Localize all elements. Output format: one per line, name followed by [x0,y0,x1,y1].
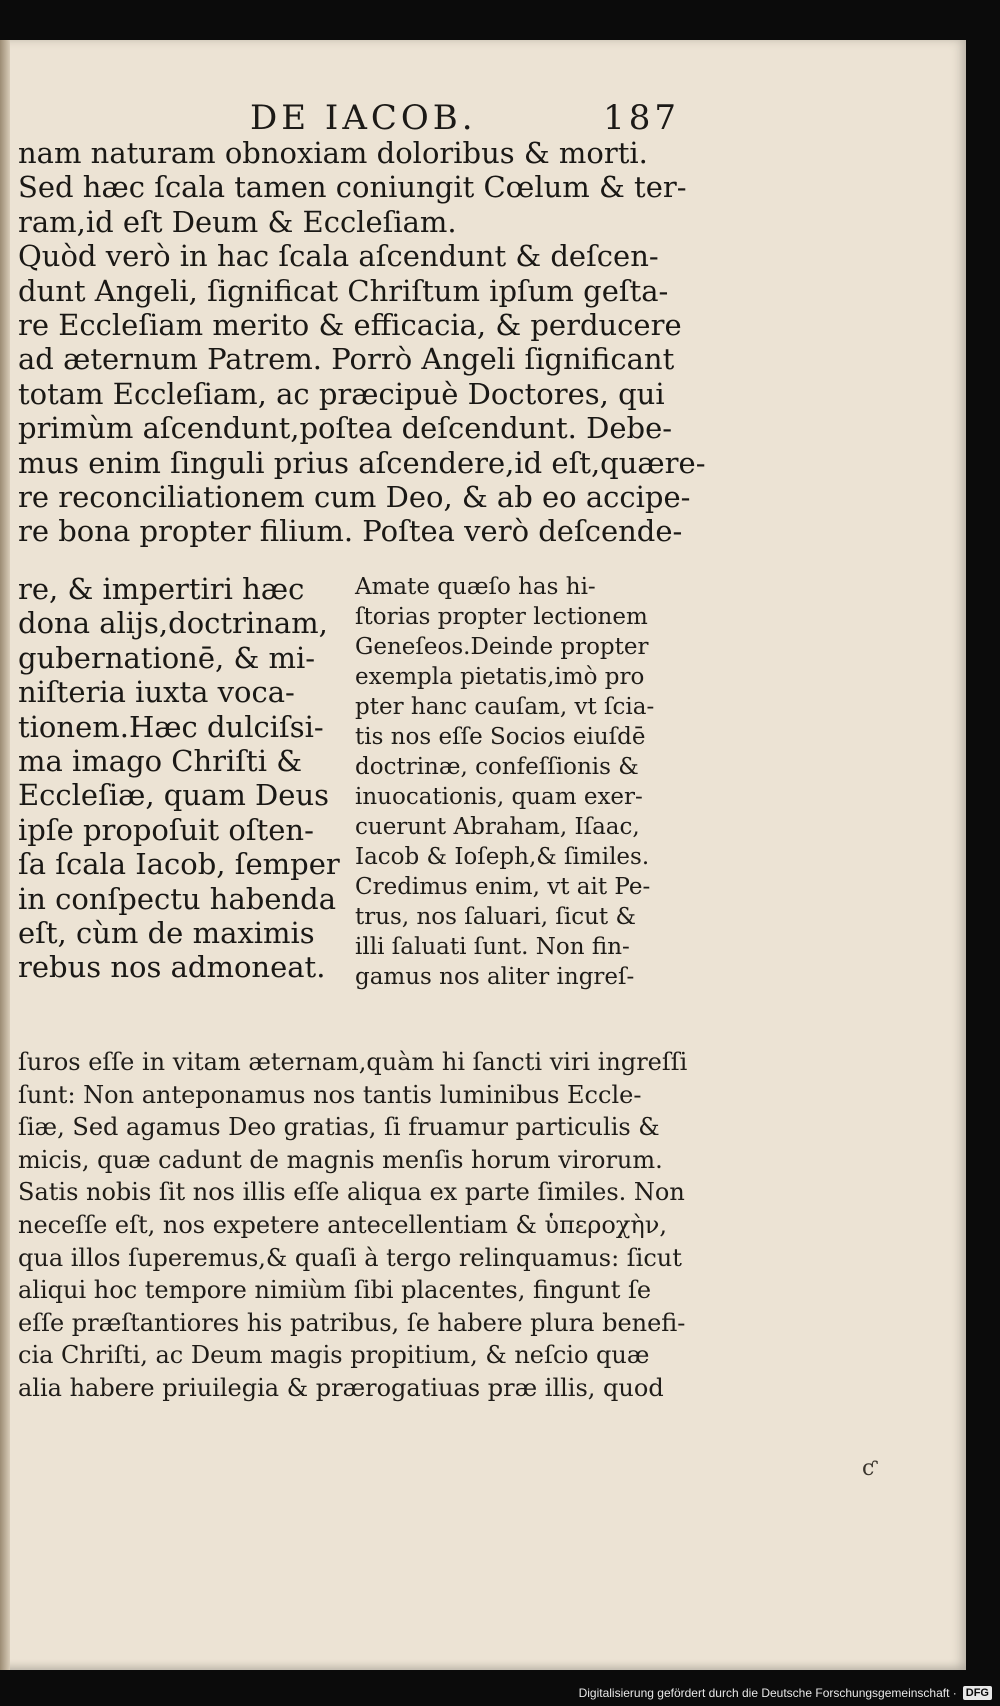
text-line: eſſe præſtantiores his patribus, ſe habere plura benefi- [18,1308,686,1337]
text-line: Quòd verò in hac ſcala aſcendunt & deſcen- [18,239,659,274]
page-number: 187 [603,98,680,138]
text-line: re bona propter filium. Poſtea verò deſcende- [18,514,683,549]
footer-credit: Digitalisierung gefördert durch die Deutsche Forschungsgemeinschaft · [578,1686,957,1700]
text-line: neceſſe eſt, nos expetere antecellentiam & ὑπεροχὴν, [18,1210,667,1239]
text-line: dona alijs,doctrinam, [18,606,328,641]
text-line: niſteria iuxta voca- [18,675,295,710]
text-line: qua illos ſuperemus,& quaſi à tergo relinquamus: ſicut [18,1243,682,1272]
text-line: tis nos eſſe Socios eiuſdē [355,724,646,750]
text-line: alia habere priuilegia & prærogatiuas præ illis, quod [18,1373,664,1402]
text-line: dunt Angeli, ſignificat Chriſtum ipſum geſta- [18,273,669,308]
text-column-left [18,572,340,985]
text-line: totam Eccleſiam, ac præcipuè Doctores, qui [18,376,665,411]
text-line: Iacob & Ioſeph,& ſimiles. [355,844,650,870]
text-line: Eccleſiæ, quam Deus [18,778,330,813]
text-line: ipſe propoſuit oſten- [18,812,314,847]
text-line: ſa ſcala Iacob, ſemper [18,847,340,882]
text-line: nam naturam obnoxiam doloribus & morti. [18,136,648,170]
text-line: eſt, cùm de maximis [18,916,315,951]
text-line: Satis nobis ſit nos illis eſſe aliqua ex parte ſimiles. Non [18,1178,685,1207]
digitization-footer [0,1680,1000,1706]
text-line: Credimus enim, vt ait Pe- [355,874,651,900]
text-line: in conſpectu habenda [18,881,337,916]
text-block-bottom [18,1046,688,1405]
text-line: exempla pietatis,imò pro [355,664,645,690]
text-line: inuocationis, quam exer- [355,784,643,810]
text-line: cuerunt Abraham, Iſaac, [355,814,640,840]
text-line: Sed hæc ſcala tamen coniungit Cœlum & ter- [18,170,687,205]
text-line: aliqui hoc tempore nimiùm ſibi placentes, fingunt ſe [18,1276,652,1305]
text-line: pter hanc cauſam, vt ſcia- [355,694,655,720]
text-line: cia Chriſti, ac Deum magis propitium, & neſcio quæ [18,1341,650,1370]
text-line: ſunt: Non anteponamus nos tantis luminibus Eccle- [18,1080,642,1109]
text-line: doctrinæ, confeſſionis & [355,754,639,780]
text-line: tionem.Hæc dulciſsi- [18,709,324,744]
text-line: re reconciliationem cum Deo, & ab eo accipe- [18,480,691,515]
text-line: ram,id eſt Deum & Eccleſiam. [18,204,457,239]
text-line: ad æternum Patrem. Porrò Angeli ſignificant [18,342,675,377]
text-line: gamus nos aliter ingreſ- [355,964,635,990]
text-line: ſuros eſſe in vitam æternam,quàm hi ſancti viri ingreſſi [18,1048,688,1076]
dfg-logo-icon: DFG [963,1686,992,1700]
text-line: Geneſeos.Deinde propter [355,634,649,660]
text-line: Amate quæſo has hi- [355,574,596,600]
text-line: primùm aſcendunt,poſtea deſcendunt. Debe- [18,411,673,446]
margin-mark: ƈ [862,1456,875,1481]
text-line: ſtorias propter lectionem [355,604,648,630]
text-block-top [18,136,706,549]
text-line: re Eccleſiam merito & efficacia, & perducere [18,308,682,343]
text-line: gubernationē, & mi- [18,640,316,675]
text-line: ſiæ, Sed agamus Deo gratias, ſi fruamur particulis & [18,1113,660,1142]
page-gutter-edge [0,40,10,1670]
text-line: mus enim ſinguli prius aſcendere,id eſt,quære- [18,445,706,480]
text-line: micis, quæ cadunt de magnis menſis horum virorum. [18,1145,663,1174]
text-line: trus, nos ſaluari, ſicut & [355,904,636,930]
book-page [0,40,966,1670]
text-line: rebus nos admoneat. [18,950,326,985]
text-line: illi ſaluati ſunt. Non fin- [355,934,630,960]
text-line: re, & impertiri hæc [18,572,305,606]
running-title: DE IACOB. [250,98,477,138]
text-line: ma imago Chriſti & [18,744,303,779]
text-column-right [355,572,665,992]
running-header [250,98,680,138]
